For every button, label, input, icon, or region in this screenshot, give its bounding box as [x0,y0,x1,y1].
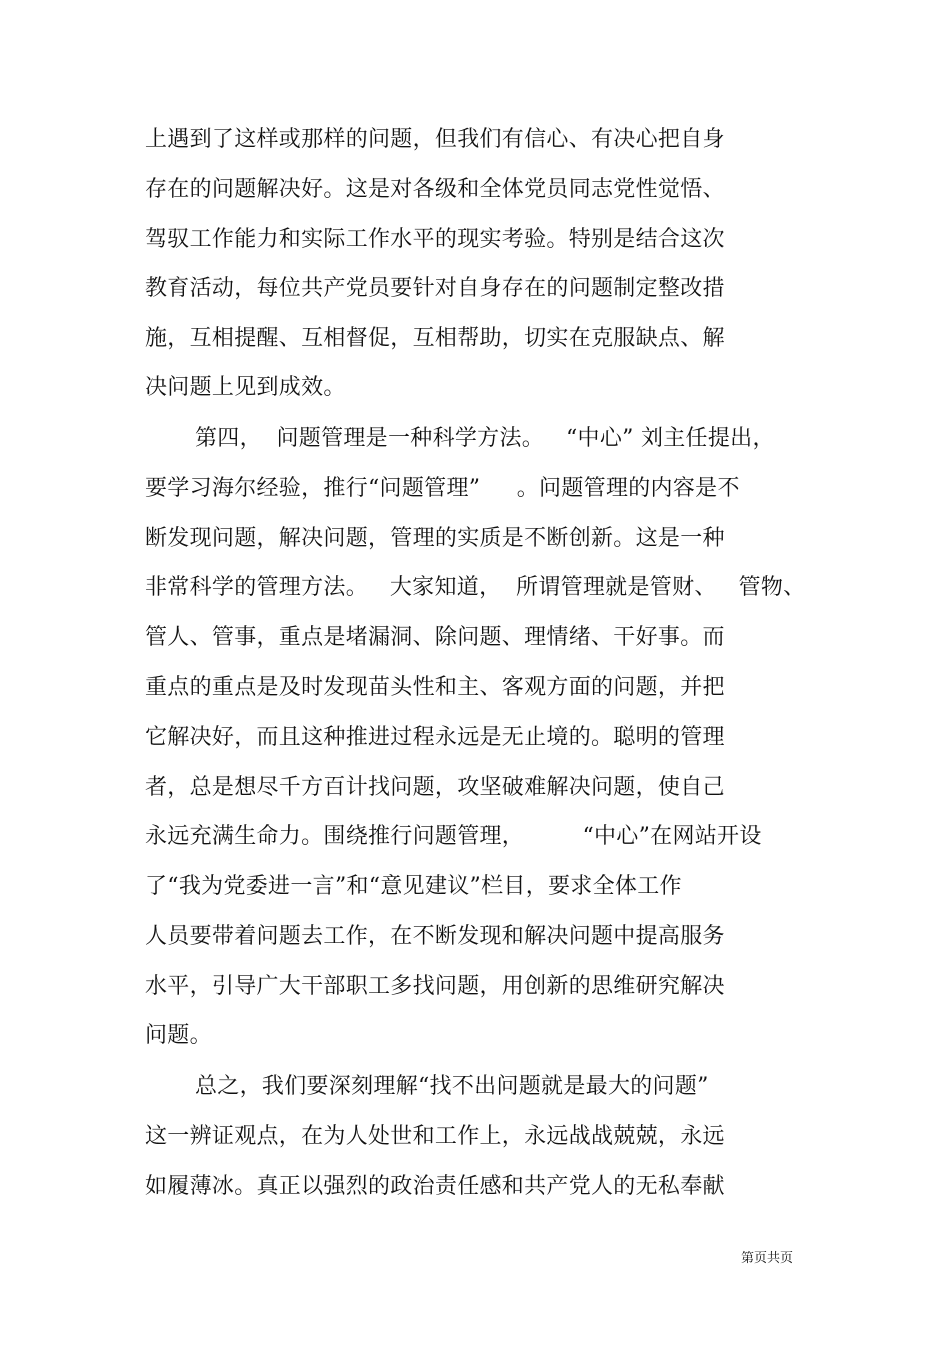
body-text-line: 它解决好，而且这种推进过程永远是无止境的。聪明的管理 [145,725,725,750]
body-text-line: 教育活动，每位共产党员要针对自身存在的问题制定整改措 [145,276,725,301]
body-text-line: 如履薄冰。真正以强烈的政治责任感和共产党人的无私奉献 [145,1174,725,1199]
body-text-line: 这一辨证观点，在为人处世和工作上，永远战战兢兢，永远 [145,1124,725,1149]
body-text-line: 水平，引导广大干部职工多找问题，用创新的思维研究解决 [145,974,725,999]
body-text-line: 非常科学的管理方法。 大家知道， 所谓管理就是管财、 管物、 [145,575,806,600]
body-text-line: 者，总是想尽千方百计找问题，攻坚破难解决问题，使自己 [145,775,725,800]
body-text-line: 断发现问题，解决问题，管理的实质是不断创新。这是一种 [145,526,725,551]
body-text-line: 决问题上见到成效。 [145,375,346,400]
body-text-line: 人员要带着问题去工作，在不断发现和解决问题中提高服务 [145,924,725,949]
body-text-line: 了“我为党委进一言”和“意见建议”栏目，要求全体工作 [145,874,682,899]
body-text-line: 上遇到了这样或那样的问题，但我们有信心、有决心把自身 [145,127,725,152]
page-number-footer: 第页共页 [741,1251,794,1266]
body-text-line: 问题。 [145,1023,212,1048]
body-text-line: 存在的问题解决好。这是对各级和全体党员同志党性觉悟、 [145,177,725,202]
body-text-line: 要学习海尔经验，推行“问题管理” 。问题管理的内容是不 [145,476,740,501]
body-text-line: 管人、管事，重点是堵漏洞、除问题、理情绪、干好事。而 [145,625,725,650]
body-text-line: 重点的重点是及时发现苗头性和主、客观方面的问题，并把 [145,675,725,700]
paragraph-first-line: 总之，我们要深刻理解“找不出问题就是最大的问题” [195,1074,709,1099]
paragraph-first-line: 第四， 问题管理是一种科学方法。 “中心” 刘主任提出， [195,426,775,451]
body-text-line: 施，互相提醒、互相督促，互相帮助，切实在克服缺点、解 [145,326,725,351]
body-text-line: 永远充满生命力。围绕推行问题管理， “中心”在网站开设 [145,824,762,849]
body-text-line: 驾驭工作能力和实际工作水平的现实考验。特别是结合这次 [145,227,725,252]
